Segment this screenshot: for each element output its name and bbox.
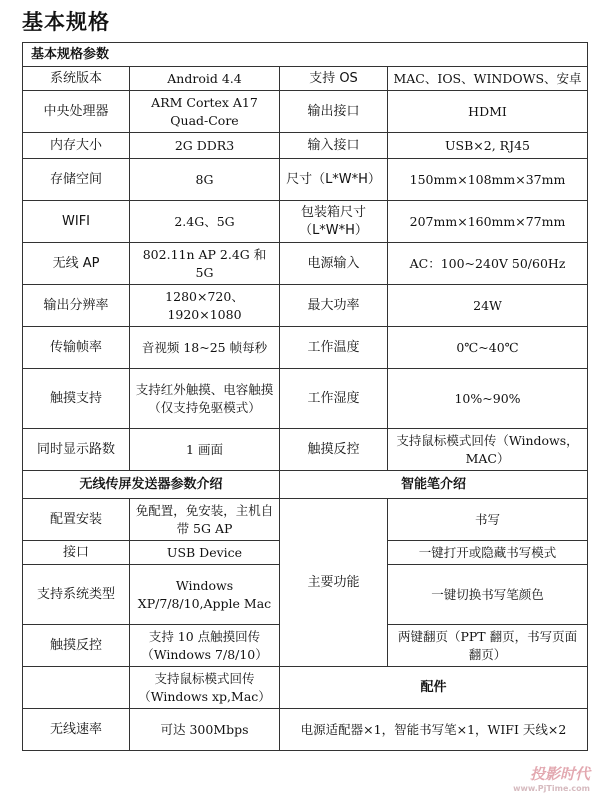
spec-value: Android 4.4 (130, 67, 280, 91)
spec-value: 1 画面 (130, 429, 280, 471)
table-row (23, 159, 588, 201)
table-row (23, 243, 588, 285)
spec-label: 无线 AP (23, 243, 130, 285)
spec-label: 工作温度 (280, 327, 388, 369)
table-row (23, 201, 588, 243)
spec-label: 尺寸（L*W*H） (280, 159, 388, 201)
spec-value: ARM Cortex A17 Quad-Core (130, 91, 280, 133)
spec-label: 中央处理器 (23, 91, 130, 133)
spec-table (22, 42, 588, 751)
spec-label: 触摸反控 (280, 429, 388, 471)
accessories-value: 电源适配器×1，智能书写笔×1，WIFI 天线×2 (280, 709, 588, 751)
spec-label: 存储空间 (23, 159, 130, 201)
pen-function-1: 书写 (388, 499, 588, 541)
speed-value: 可达 300Mbps (130, 709, 280, 751)
spec-value: MAC、IOS、WINDOWS、安卓 (388, 67, 588, 91)
spec-value: 支持红外触摸、电容触摸（仅支持免驱模式） (130, 369, 280, 429)
spec-value: 24W (388, 285, 588, 327)
spec-value: AC：100~240V 50/60Hz (388, 243, 588, 285)
spec-label: 传输帧率 (23, 327, 130, 369)
table-row (23, 369, 588, 429)
spec-label: 触摸支持 (23, 369, 130, 429)
pen-function-2: 一键打开或隐藏书写模式 (388, 541, 588, 565)
spec-label: WIFI (23, 201, 130, 243)
spec-label: 输入接口 (280, 133, 388, 159)
spec-label: 支持 OS (280, 67, 388, 91)
spec-value: 1280×720、1920×1080 (130, 285, 280, 327)
spec-value: 2G DDR3 (130, 133, 280, 159)
spec-value: 0℃~40℃ (388, 327, 588, 369)
table-row (23, 91, 588, 133)
touch-value-2: 支持鼠标模式回传（Windows xp,Mac） (130, 667, 280, 709)
spec-label: 最大功率 (280, 285, 388, 327)
table-row (23, 499, 588, 541)
touch-label-blank (23, 667, 130, 709)
pen-section-title: 智能笔介绍 (280, 471, 588, 499)
spec-value: 8G (130, 159, 280, 201)
table-row (23, 133, 588, 159)
spec-label: 系统版本 (23, 67, 130, 91)
table-row (23, 709, 588, 751)
spec-header: 基本规格参数 (23, 43, 588, 67)
port-label: 接口 (23, 541, 130, 565)
spec-value: 2.4G、5G (130, 201, 280, 243)
spec-table-wrapper (22, 42, 587, 751)
spec-label: 内存大小 (23, 133, 130, 159)
pen-main-function-label: 主要功能 (280, 499, 388, 667)
spec-label: 包装箱尺寸（L*W*H） (280, 201, 388, 243)
table-row (23, 285, 588, 327)
watermark-sub: www.PjTime.com (513, 784, 590, 793)
table-row (23, 327, 588, 369)
watermark-logo (513, 763, 590, 793)
section-header-row (23, 471, 588, 499)
install-label: 配置安装 (23, 499, 130, 541)
spec-value: 150mm×108mm×37mm (388, 159, 588, 201)
page-title: 基本规格 (22, 10, 110, 34)
table-row (23, 67, 588, 91)
sender-section-title: 无线传屏发送器参数介绍 (23, 471, 280, 499)
spec-value: USB×2, RJ45 (388, 133, 588, 159)
speed-label: 无线速率 (23, 709, 130, 751)
install-value: 免配置，免安装，主机自带 5G AP (130, 499, 280, 541)
table-row (23, 429, 588, 471)
pen-function-3: 一键切换书写笔颜色 (388, 565, 588, 625)
spec-label: 电源输入 (280, 243, 388, 285)
touch-label: 触摸反控 (23, 625, 130, 667)
port-value: USB Device (130, 541, 280, 565)
accessories-section-title: 配件 (280, 667, 588, 709)
os-value: Windows XP/7/8/10,Apple Mac (130, 565, 280, 625)
spec-value: 10%~90% (388, 369, 588, 429)
os-label: 支持系统类型 (23, 565, 130, 625)
spec-label: 同时显示路数 (23, 429, 130, 471)
touch-value-1: 支持 10 点触摸回传（Windows 7/8/10） (130, 625, 280, 667)
watermark-main: 投影时代 (529, 765, 590, 783)
table-row (23, 667, 588, 709)
spec-label: 输出分辨率 (23, 285, 130, 327)
spec-value: HDMI (388, 91, 588, 133)
spec-value: 音视频 18~25 帧每秒 (130, 327, 280, 369)
pen-function-4: 两键翻页（PPT 翻页，书写页面翻页） (388, 625, 588, 667)
spec-value: 207mm×160mm×77mm (388, 201, 588, 243)
spec-value: 802.11n AP 2.4G 和 5G (130, 243, 280, 285)
spec-value: 支持鼠标模式回传（Windows，MAC） (388, 429, 588, 471)
spec-label: 工作湿度 (280, 369, 388, 429)
spec-label: 输出接口 (280, 91, 388, 133)
